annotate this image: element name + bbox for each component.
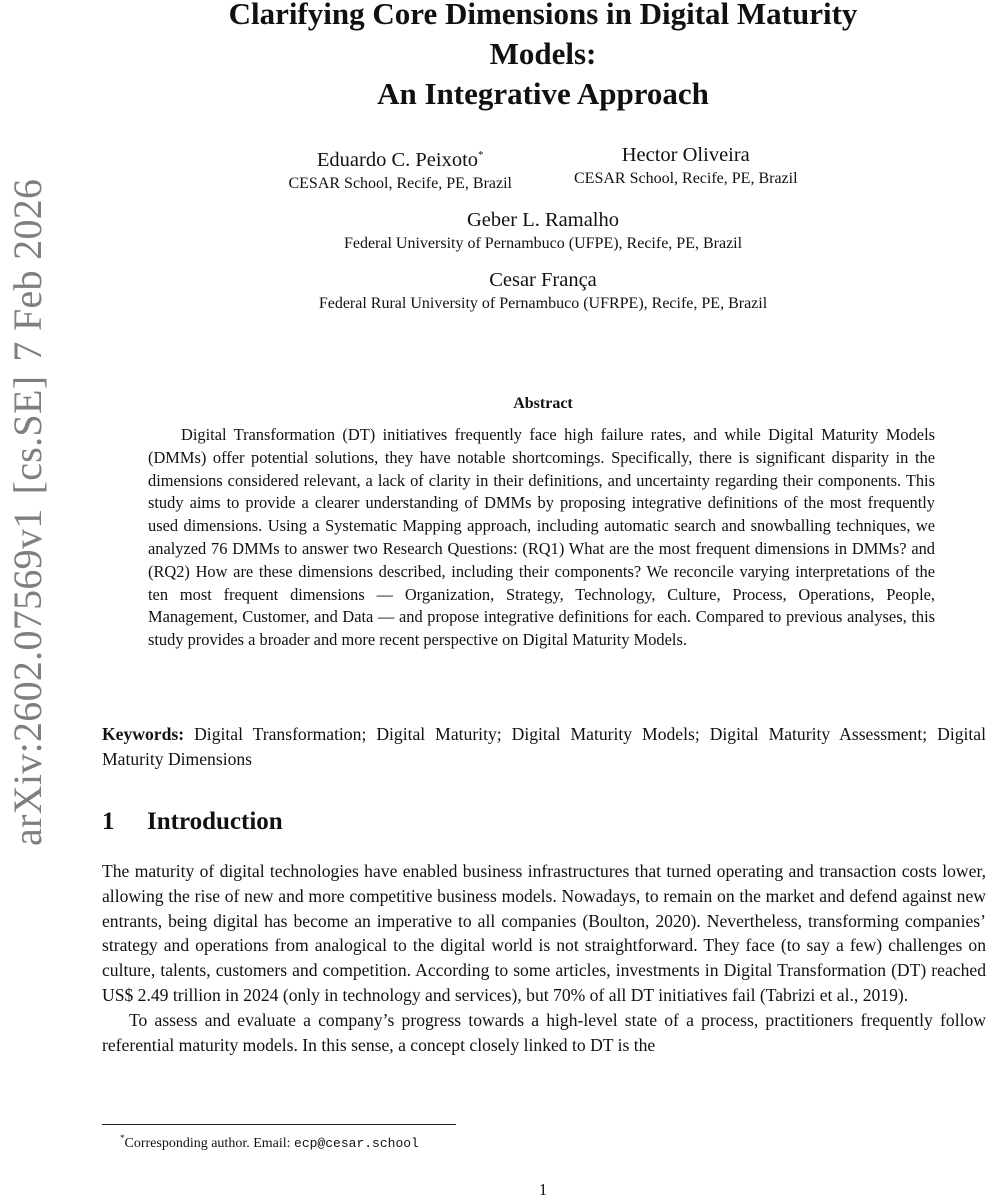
author-name: Eduardo C. Peixoto: [316, 149, 479, 171]
keywords-list: Digital Transformation; Digital Maturity; Digital Maturity Models; Digital Maturity Assessment; Digital Maturity Dimensions: [102, 724, 986, 769]
footnote-text: Corresponding author. Email:: [124, 1136, 295, 1151]
author-name: Geber L. Ramalho: [467, 209, 619, 231]
author: [288, 142, 512, 195]
keywords-label: Keywords:: [102, 724, 185, 744]
author-row: [100, 142, 986, 195]
footnote-divider: [102, 1124, 456, 1125]
title-line: Models:: [489, 36, 597, 71]
footnote-mark: *: [120, 1133, 125, 1143]
paragraph: To assess and evaluate a company’s progress towards a high-level state of a process, practitioners frequently follow referential maturity models. In this sense, a concept closely linked to DT is the: [102, 1009, 986, 1055]
keywords: [102, 722, 986, 772]
title-line: An Integrative Approach: [377, 76, 709, 111]
introduction-body: [102, 859, 986, 1057]
author-affiliation: CESAR School, Recife, PE, Brazil: [574, 170, 798, 187]
page-number: 1: [538, 1180, 548, 1199]
author-name: Cesar França: [489, 269, 597, 291]
arxiv-id: arXiv:2602.07569v1: [5, 508, 50, 846]
arxiv-identifier-stamp[interactable]: [2, 178, 54, 846]
author-row: [100, 207, 986, 255]
abstract-text: Digital Transformation (DT) initiatives frequently face high failure rates, and while Digital Maturity Models (DMMs) offer potential solutions, they have notable shortcomings. Specifically, there is significant disparity in the dimensions considered relevant, a lack of clarity in their definitions, and uncertainty regarding their components. This study aims to provide a clearer understanding of DMMs by proposing integrative definitions of the most frequently used dimensions. Using a Systematic Mapping approach, including automatic search and snowballing techniques, we analyzed 76 DMMs to answer two Research Questions: (RQ1) What are the most frequent dimensions in DMMs? and (RQ2) How are these dimensions described, including their components? We reconcile varying interpretations of the ten most frequent dimensions — Organization, Strategy, Technology, Culture, Process, Operations, People, Management, Customer, and Data — and propose integrative definitions for each. Compared to previous analyses, this study provides a broader and more recent perspective on Digital Maturity Models.: [148, 425, 935, 650]
author-email-link[interactable]: ecp@cesar.school: [294, 1136, 419, 1151]
section-title: Introduction: [147, 808, 283, 835]
footnote: [120, 1128, 419, 1154]
section-number: 1: [102, 808, 115, 835]
author-affiliation: Federal Rural University of Pernambuco (UFRPE), Recife, PE, Brazil: [318, 295, 768, 312]
section-heading-introduction: [102, 804, 283, 840]
paper-title: [100, 0, 986, 114]
author-affiliation: Federal University of Pernambuco (UFPE), Recife, PE, Brazil: [343, 235, 743, 252]
author-row: [100, 267, 986, 315]
author-name: Hector Oliveira: [621, 144, 750, 166]
author: [574, 142, 798, 195]
arxiv-date: 7 Feb 2026: [5, 178, 50, 362]
title-line: Clarifying Core Dimensions in Digital Maturity: [228, 0, 858, 31]
arxiv-category: [cs.SE]: [5, 375, 50, 495]
author-affiliation: CESAR School, Recife, PE, Brazil: [288, 175, 512, 192]
author-block: [100, 142, 986, 315]
abstract-heading: Abstract: [513, 395, 573, 412]
footnote-marker[interactable]: *: [478, 149, 484, 161]
author: [344, 207, 742, 255]
paragraph: The maturity of digital technologies have enabled business infrastructures that turned operating and transaction costs lower, allowing the rise of new and more competitive business models. Nowadays, to remain on the market and defend against new entrants, being digital has become an imperative to all companies (Boulton, 2020). Nevertheless, transforming companies’ strategy and operations from analogical to the digital world is not straightforward. They face (to say a few) challenges on culture, talents, customers and competition. According to some articles, investments in Digital Transformation (DT) reached US$ 2.49 trillion in 2024 (only in technology and services), but 70% of all DT initiatives fail (Tabrizi et al., 2019).: [102, 861, 986, 1005]
author: [319, 267, 767, 315]
